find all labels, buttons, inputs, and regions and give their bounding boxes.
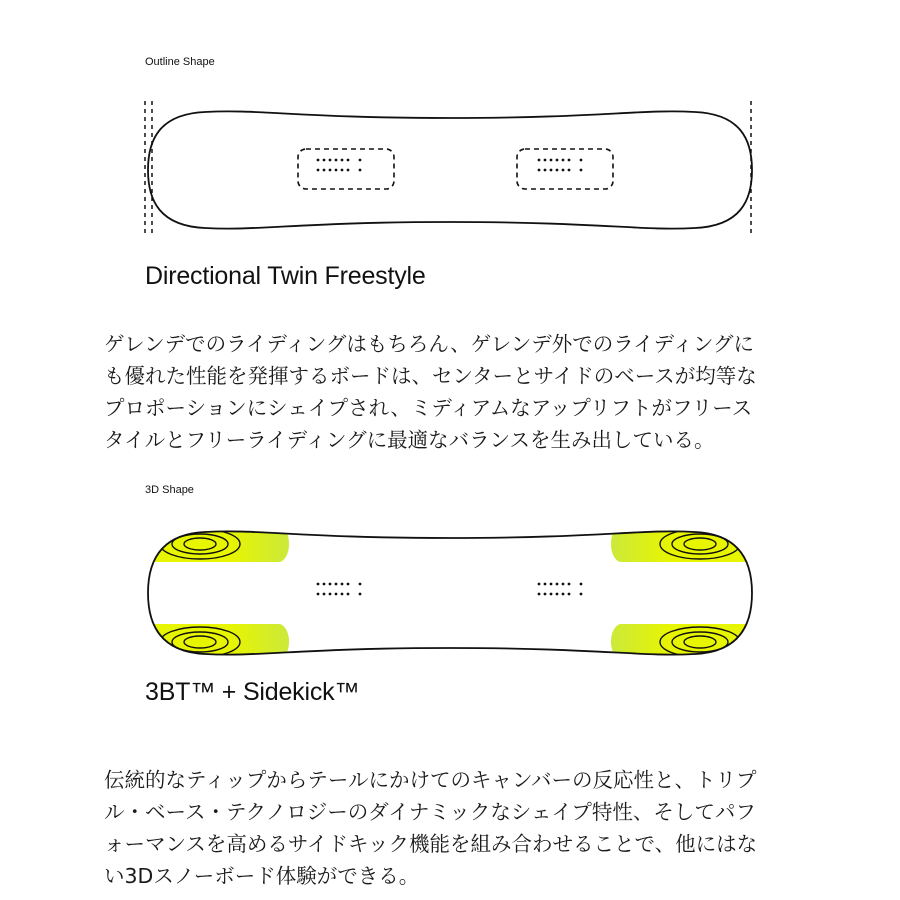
outline-shape-title: Directional Twin Freestyle — [145, 262, 426, 290]
3d-shape-description: 伝統的なティップからテールにかけてのキャンバーの反応性と、トリプ ル・ベース・テクノロジーのダイナミックなシェイプ特性、そしてパフ ォーマンスを高めるサイドキック機能を組み合わせることで、他にはな い3Dスノーボード体験ができる。 — [104, 768, 758, 888]
3d-shape-label: 3D Shape — [145, 484, 194, 496]
outline-shape-label: Outline Shape — [145, 56, 215, 68]
3d-shape-title: 3BT™ + Sidekick™ — [145, 678, 360, 706]
3d-board-diagram — [0, 520, 900, 670]
outline-board-diagram — [0, 95, 900, 245]
outline-shape-description: ゲレンデでのライディングはもちろん、ゲレンデ外でのライディングに も優れた性能を発揮するボードは、センターとサイドのベースが均等な プロポーションにシェイプされ、ミディアムなアップリフトがフリース タイルとフリーライディングに最適なバランスを生み出している。 — [104, 332, 757, 452]
